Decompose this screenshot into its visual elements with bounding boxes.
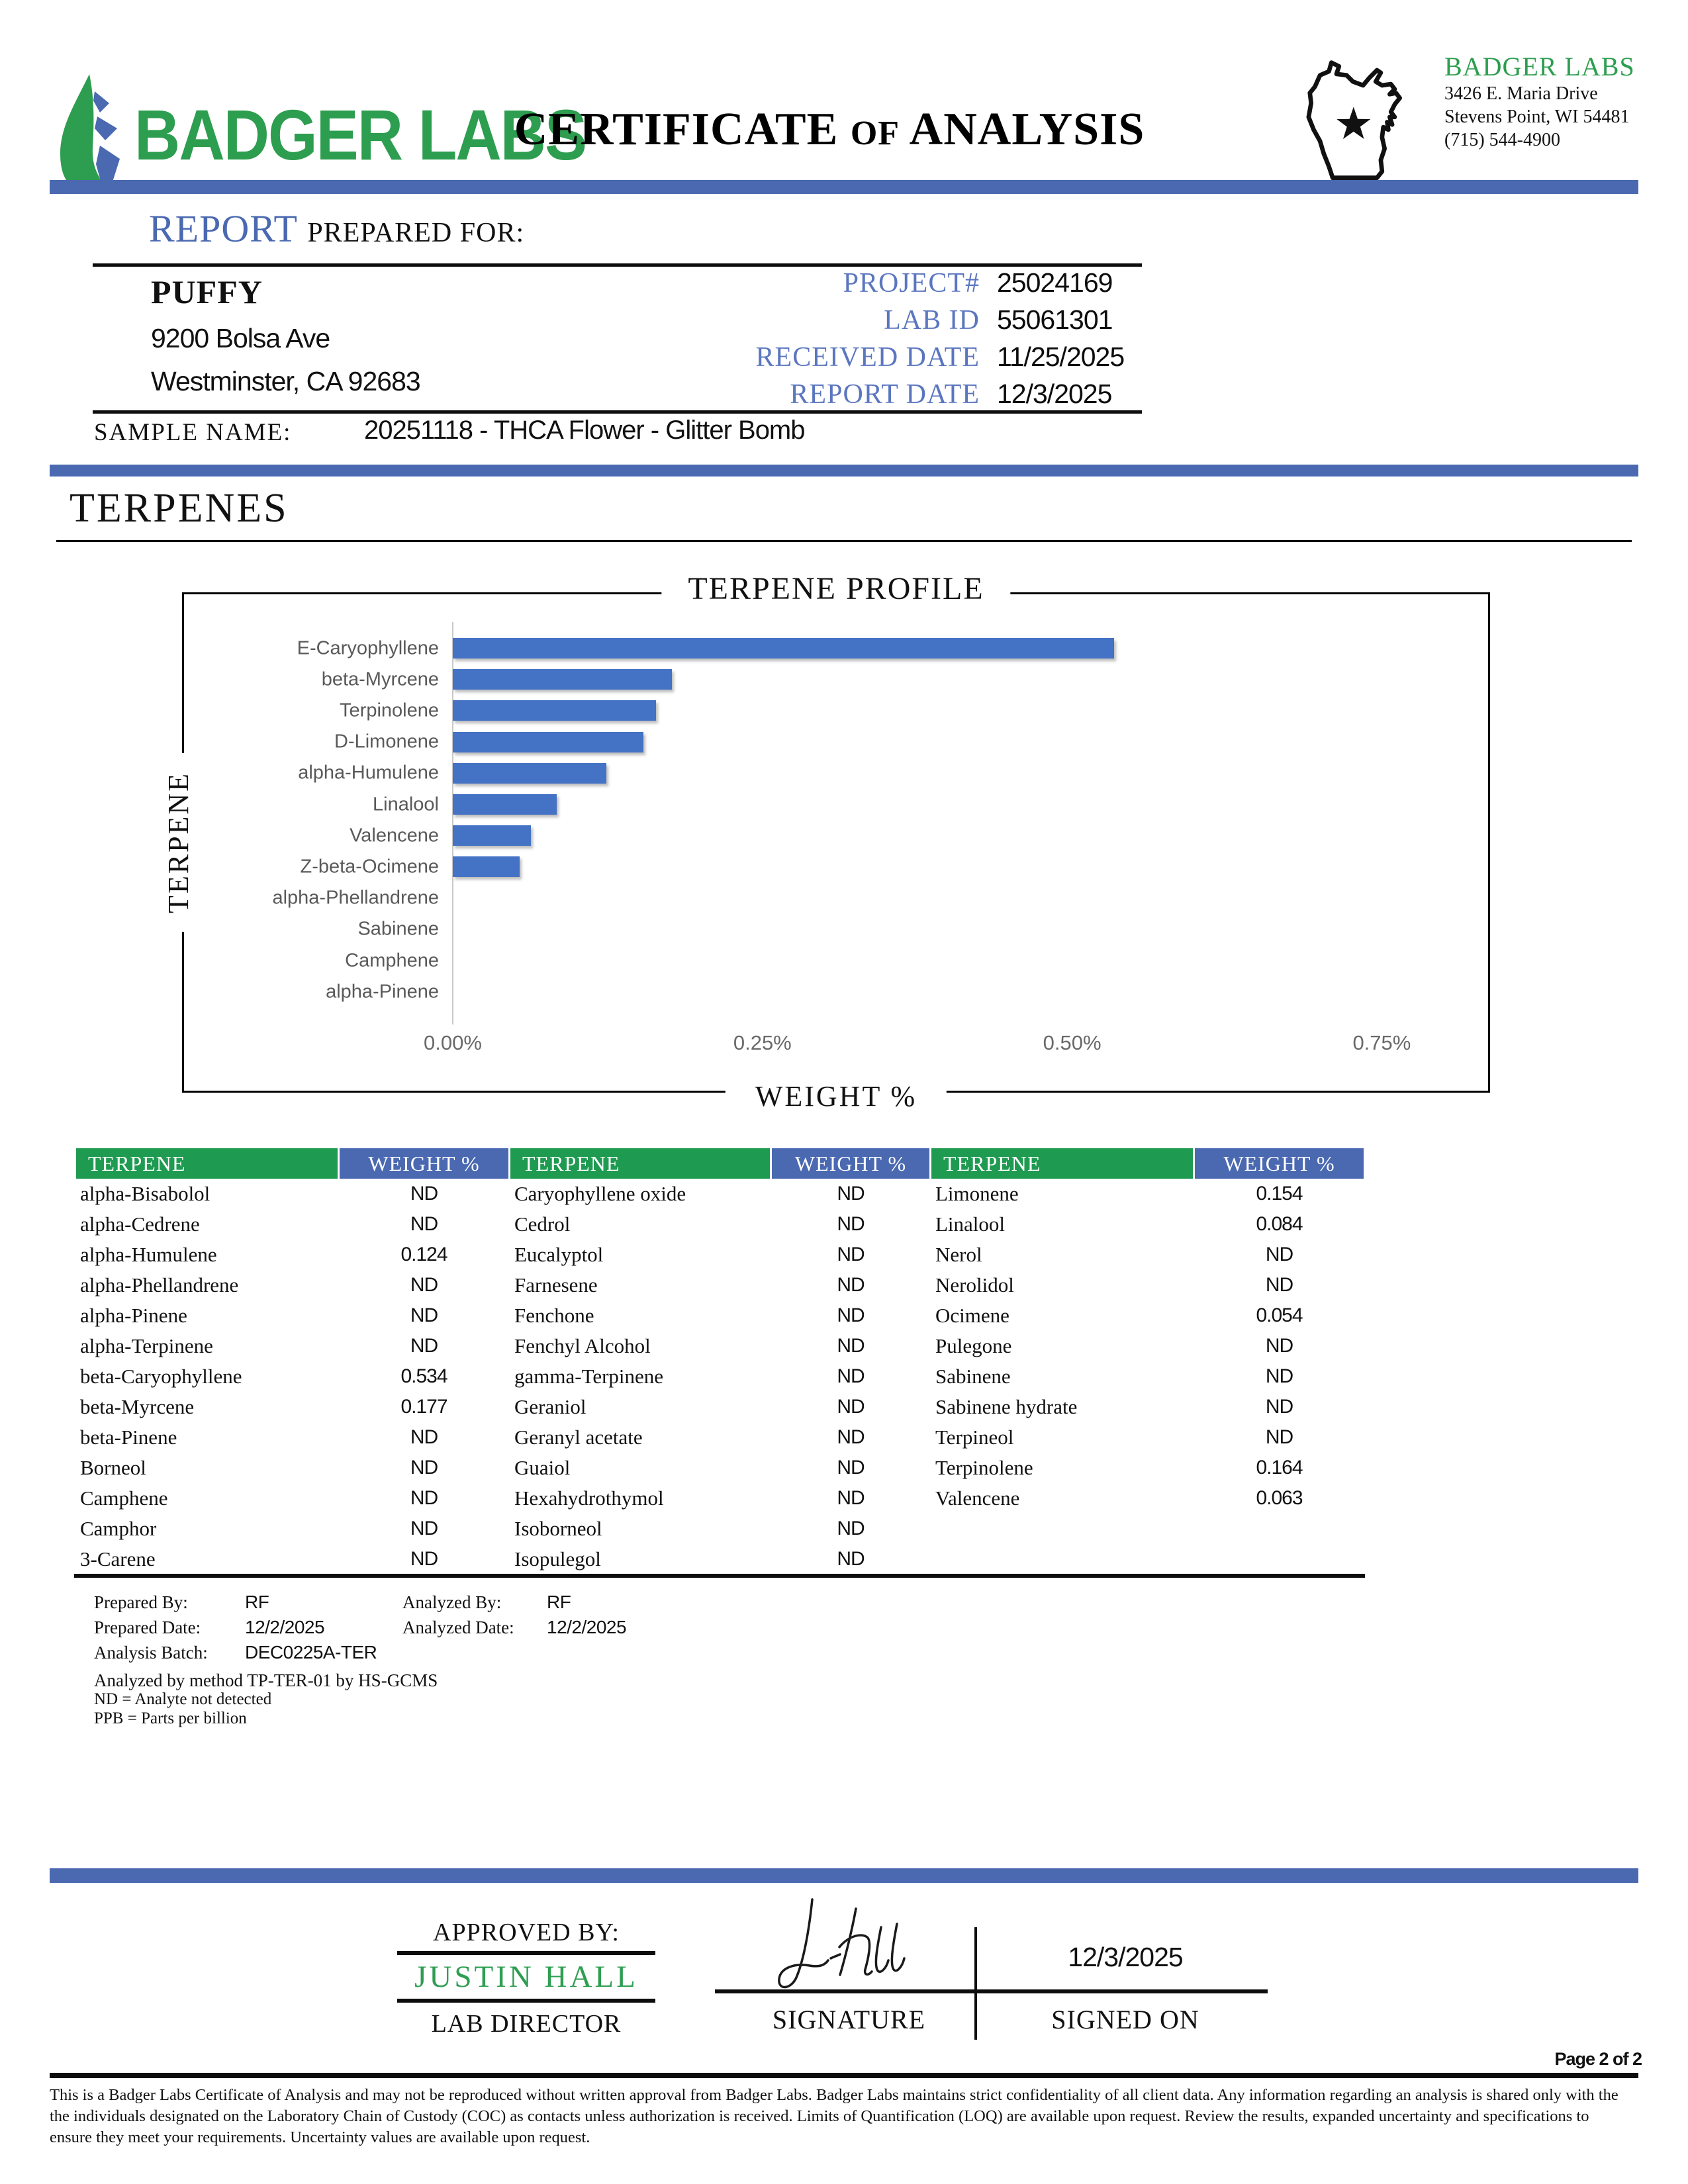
chart-row (184, 789, 1488, 820)
report-divider-line (93, 263, 1142, 267)
table-cell-weight: ND (410, 1487, 438, 1509)
divider-bar-footer (50, 1868, 1638, 1883)
table-header-cell: TERPENE (76, 1148, 338, 1179)
table-cell-terpene: Farnesene (514, 1273, 598, 1297)
chart-category-label: Camphene (345, 950, 439, 971)
chart-category-label: beta-Myrcene (321, 668, 439, 690)
table-cell-terpene: beta-Caryophyllene (80, 1365, 242, 1388)
footnote-batch: Analysis Batch: DEC0225A-TER (94, 1642, 377, 1662)
signature-image (765, 1894, 950, 1997)
table-cell-weight: ND (410, 1457, 438, 1479)
footer-line (50, 2073, 1638, 2078)
divider-bar-terpenes (50, 465, 1638, 477)
chart-category-label: Z-beta-Ocimene (300, 856, 439, 878)
table-cell-terpene: 3-Carene (80, 1547, 156, 1570)
chart-row (184, 633, 1488, 664)
table-cell-weight: ND (837, 1457, 865, 1479)
table-cell-terpene: beta-Myrcene (80, 1395, 195, 1418)
chart-bar (453, 638, 1114, 659)
table-cell-weight: ND (837, 1304, 865, 1326)
section-title-terpenes: TERPENES (70, 486, 289, 531)
table-cell-weight: ND (410, 1335, 438, 1357)
chart-row (184, 758, 1488, 789)
table-cell-terpene: Sabinene hydrate (935, 1395, 1078, 1418)
table-cell-weight: ND (837, 1548, 865, 1570)
table-cell-weight: ND (837, 1274, 865, 1296)
table-cell-terpene: Geraniol (514, 1395, 586, 1418)
disclaimer-line: ensure they meet your requirements. Uncertainty values are available upon request. (50, 2128, 590, 2146)
chart-category-label: Linalool (373, 794, 439, 815)
signature-divider (974, 1927, 977, 2040)
table-cell-weight: ND (1265, 1335, 1293, 1357)
signature-line (715, 1989, 1268, 1993)
table-cell-terpene (931, 1514, 1193, 1544)
table-cell-weight: 0.534 (400, 1365, 447, 1387)
chart-bar (453, 825, 531, 846)
chart-bar (453, 669, 672, 690)
chart-category-label: alpha-Phellandrene (272, 887, 439, 909)
table-cell-weight: ND (837, 1335, 865, 1357)
table-cell-weight: ND (837, 1487, 865, 1509)
meta-row-received: RECEIVED DATE 11/25/2025 (755, 341, 1125, 373)
signature-label: SIGNATURE (772, 2005, 926, 2034)
table-cell-terpene: Linalool (935, 1212, 1006, 1236)
table-cell-weight: ND (410, 1304, 438, 1326)
table-cell-terpene: Camphor (80, 1517, 157, 1540)
table-cell-weight: 0.084 (1256, 1213, 1303, 1235)
table-cell-terpene: Isoborneol (514, 1517, 602, 1540)
section-underline (56, 540, 1632, 542)
meta-row-labid: LAB ID 55061301 (884, 304, 1113, 336)
table-cell-terpene: alpha-Terpinene (80, 1334, 213, 1357)
table-cell-weight: ND (837, 1213, 865, 1235)
lab-name: BADGER LABS (1444, 52, 1635, 81)
sample-name-label: SAMPLE NAME: (94, 419, 292, 446)
table-cell-terpene: alpha-Pinene (80, 1304, 187, 1327)
table-cell-weight: ND (837, 1244, 865, 1265)
approved-by-label: APPROVED BY: (433, 1919, 620, 1946)
table-cell-weight: ND (837, 1396, 865, 1418)
chart-title: TERPENE PROFILE (661, 570, 1010, 607)
table-cell-weight: ND (1265, 1396, 1293, 1418)
table-cell-terpene: Caryophyllene oxide (514, 1182, 686, 1205)
chart-row (184, 727, 1488, 758)
table-cell-terpene: Hexahydrothymol (514, 1486, 664, 1510)
chart-x-tick: 0.00% (424, 1031, 482, 1054)
footnote-prepared-by: Prepared By: RF Analyzed By: RF (94, 1592, 571, 1612)
chart-bar (453, 700, 656, 721)
terpene-profile-chart (162, 571, 1490, 1113)
table-cell-terpene: alpha-Humulene (80, 1243, 217, 1266)
table-cell-weight: ND (837, 1365, 865, 1387)
signed-on-label: SIGNED ON (1051, 2005, 1199, 2034)
meta-row-reportdate: REPORT DATE 12/3/2025 (790, 379, 1112, 410)
meta-row-project: PROJECT# 25024169 (843, 267, 1113, 298)
chart-bar (453, 763, 606, 784)
table-cell-terpene: Nerolidol (935, 1273, 1014, 1297)
footnote-ppb: PPB = Parts per billion (94, 1709, 247, 1727)
table-cell-terpene: Borneol (80, 1456, 146, 1479)
chart-category-label: Valencene (350, 825, 439, 846)
table-cell-terpene: alpha-Bisabolol (80, 1182, 211, 1205)
chart-y-axis-label: TERPENE (162, 753, 195, 932)
chart-row (184, 976, 1488, 1007)
table-cell-weight: ND (410, 1548, 438, 1570)
approver-name: JUSTIN HALL (414, 1960, 638, 1994)
table-cell-terpene: Valencene (935, 1486, 1020, 1510)
table-cell-weight (1195, 1514, 1364, 1544)
table-cell-terpene: Eucalyptol (514, 1243, 604, 1266)
footnote-nd: ND = Analyte not detected (94, 1690, 272, 1708)
lab-phone: (715) 544-4900 (1444, 130, 1560, 150)
disclaimer-line: the individuals designated on the Laboratory Chain of Custody (COC) as contacts unless authorization is received. Limits of Quantification (LOQ) are available upon request. Review the results, expanded uncertainty and specifications to (50, 2107, 1589, 2125)
table-cell-terpene: Geranyl acetate (514, 1426, 643, 1449)
divider-bar-top (50, 180, 1638, 194)
report-heading: REPORT PREPARED FOR: (149, 207, 525, 250)
footnote-dates: Prepared Date: 12/2/2025 Analyzed Date: 12/2/2025 (94, 1617, 627, 1637)
table-cell-terpene: Camphene (80, 1486, 168, 1510)
table-cell-weight: ND (1265, 1274, 1293, 1296)
table-cell-weight: ND (410, 1183, 438, 1205)
table-cell-weight: ND (837, 1426, 865, 1448)
chart-row (184, 883, 1488, 914)
disclaimer-line: This is a Badger Labs Certificate of Analysis and may not be reproduced without written approval from Badger Labs. Badger Labs maintains strict confidentiality of all client data. Any information regarding an analysis is shared only with the (50, 2086, 1618, 2104)
approver-line (397, 1999, 655, 2003)
badger-labs-logo (56, 74, 586, 197)
table-cell-weight (1195, 1544, 1364, 1574)
chart-x-tick: 0.25% (733, 1031, 792, 1054)
lab-address-block (1292, 52, 1635, 195)
page-title: CERTIFICATE OF ANALYSIS (514, 104, 1145, 155)
chart-category-label: Sabinene (357, 918, 439, 940)
table-cell-weight: ND (1265, 1365, 1293, 1387)
logo-wordmark: BADGER LABS (134, 95, 586, 175)
client-address-line2: Westminster, CA 92683 (151, 366, 420, 396)
table-header-cell: WEIGHT % (340, 1148, 508, 1179)
chart-bar (453, 794, 557, 815)
table-cell-weight: ND (837, 1518, 865, 1539)
chart-row (184, 945, 1488, 976)
table-header-cell: WEIGHT % (772, 1148, 929, 1179)
table-cell-weight: ND (410, 1274, 438, 1296)
table-cell-weight: 0.177 (400, 1396, 447, 1418)
chart-bar (453, 856, 520, 877)
table-header-cell: TERPENE (931, 1148, 1193, 1179)
approved-by-line (397, 1951, 655, 1955)
table-cell-terpene: Terpinolene (935, 1456, 1033, 1479)
table-header-cell: TERPENE (510, 1148, 770, 1179)
table-cell-terpene: Pulegone (935, 1334, 1012, 1357)
table-cell-terpene: Guaiol (514, 1456, 571, 1479)
lab-address-line1: 3426 E. Maria Drive (1444, 83, 1598, 104)
chart-category-label: D-Limonene (334, 731, 439, 752)
chart-x-tick: 0.75% (1352, 1031, 1411, 1054)
table-cell-weight: ND (410, 1213, 438, 1235)
table-cell-terpene: alpha-Cedrene (80, 1212, 200, 1236)
chart-row (184, 851, 1488, 882)
table-cell-weight: ND (410, 1426, 438, 1448)
table-header-cell: WEIGHT % (1195, 1148, 1364, 1179)
table-cell-terpene: gamma-Terpinene (514, 1365, 664, 1388)
table-cell-terpene (931, 1544, 1193, 1574)
chart-category-label: alpha-Pinene (326, 981, 439, 1003)
table-cell-terpene: Isopulegol (514, 1547, 601, 1570)
results-table (76, 1148, 1364, 1574)
chart-category-label: E-Caryophyllene (297, 637, 439, 659)
table-cell-terpene: Fenchone (514, 1304, 594, 1327)
chart-x-tick: 0.50% (1043, 1031, 1102, 1054)
sample-name-value: 20251118 - THCA Flower - Glitter Bomb (364, 416, 805, 445)
table-cell-weight: 0.054 (1256, 1304, 1303, 1326)
table-bottom-line (74, 1574, 1365, 1578)
signed-date: 12/3/2025 (1068, 1942, 1183, 1972)
table-cell-terpene: Limonene (935, 1182, 1019, 1205)
wisconsin-map-icon (1292, 52, 1438, 195)
table-cell-weight: ND (837, 1183, 865, 1205)
table-cell-weight: 0.063 (1256, 1487, 1303, 1509)
table-cell-terpene: Sabinene (935, 1365, 1011, 1388)
approved-by-block (397, 1918, 655, 2038)
sample-divider-line (93, 410, 1142, 414)
table-cell-weight: ND (1265, 1426, 1293, 1448)
chart-row (184, 695, 1488, 726)
table-cell-weight: ND (1265, 1244, 1293, 1265)
table-cell-weight: 0.154 (1256, 1183, 1303, 1205)
table-cell-terpene: Cedrol (514, 1212, 571, 1236)
client-address-line1: 9200 Bolsa Ave (151, 323, 330, 353)
table-cell-terpene: Fenchyl Alcohol (514, 1334, 651, 1357)
approver-role: LAB DIRECTOR (431, 2010, 622, 2038)
table-cell-terpene: Ocimene (935, 1304, 1009, 1327)
table-cell-weight: 0.164 (1256, 1457, 1303, 1479)
table-cell-terpene: alpha-Phellandrene (80, 1273, 239, 1297)
table-cell-terpene: beta-Pinene (80, 1426, 177, 1449)
table-cell-terpene: Terpineol (935, 1426, 1014, 1449)
table-cell-terpene: Nerol (935, 1243, 982, 1266)
table-cell-weight: 0.124 (400, 1244, 447, 1265)
chart-category-label: alpha-Humulene (298, 762, 439, 784)
chart-row (184, 914, 1488, 945)
chart-x-axis-label: WEIGHT % (726, 1079, 947, 1113)
chart-bar (453, 732, 643, 752)
table-cell-weight: ND (410, 1518, 438, 1539)
page-number: Page 2 of 2 (1554, 2049, 1642, 2069)
lab-address-line2: Stevens Point, WI 54481 (1444, 107, 1630, 127)
client-name: PUFFY (151, 273, 263, 310)
chart-category-label: Terpinolene (340, 700, 439, 721)
chart-row (184, 820, 1488, 851)
footnote-method: Analyzed by method TP-TER-01 by HS-GCMS (94, 1670, 438, 1690)
leaf-logo-icon (56, 74, 122, 197)
chart-row (184, 664, 1488, 695)
